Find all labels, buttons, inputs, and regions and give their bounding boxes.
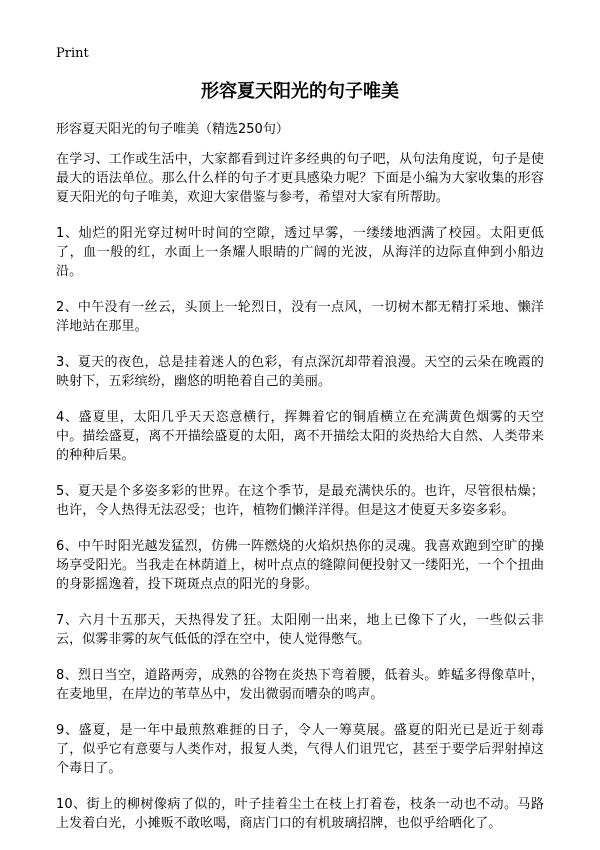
list-item: 7、六月十五那天，天热得发了狂。太阳刚一出来，地上已像下了火，一些似云非云，似雾非雾的灰气低低的浮在空中，使人觉得憋气。 (56, 613, 544, 647)
list-item: 8、烈日当空，道路两旁，成熟的谷物在炎热下弯着腰，低着头。蚱蜢多得像草叶，在麦地里，在岸边的苇草丛中，发出微弱而嘈杂的鸣声。 (56, 668, 544, 702)
list-item: 10、街上的柳树像病了似的，叶子挂着尘土在枝上打着卷，枝条一动也不动。马路上发着白光，小摊贩不敢吆喝，商店门口的有机玻璃招牌，也似乎给晒化了。 (56, 797, 544, 831)
intro-paragraph: 在学习、工作或生活中，大家都看到过许多经典的句子吧，从句法角度说，句子是使最大的语法单位。那么什么样的句子才更具感染力呢？下面是小编为大家收集的形容夏天阳光的句子唯美，欢迎大家借鉴与参考，希望对大家有所帮助。 (56, 152, 544, 205)
document-subtitle: 形容夏天阳光的句子唯美（精选250句） (56, 122, 289, 137)
list-item: 1、灿烂的阳光穿过树叶时间的空隙，透过早雾，一缕缕地洒满了校园。太阳更低了，血一般的红，水面上一条耀人眼睛的广阔的光波，从海洋的边际直伸到小船边沿。 (56, 226, 544, 279)
print-link[interactable]: Print (56, 46, 89, 61)
list-item: 5、夏天是个多姿多彩的世界。在这个季节，是最充满快乐的。也许，尽管很枯燥；也许，令人热得无法忍受；也许，植物们懒洋洋得。但是这才使夏天多姿多彩。 (56, 484, 544, 518)
list-item: 4、盛夏里，太阳几乎天天恣意横行，挥舞着它的铜盾横立在充满黄色烟雾的天空中。描绘盛夏，离不开描绘盛夏的太阳，离不开描绘太阳的炎热给大自然、人类带来的种种后果。 (56, 410, 544, 463)
page-title: 形容夏天阳光的句子唯美 (201, 81, 399, 102)
list-item: 6、中午时阳光越发猛烈，仿佛一阵燃烧的火焰炽热你的灵魂。我喜欢跑到空旷的操场享受阳光。当我走在林荫道上，树叶点点的缝隙间便投射又一缕阳光，一个个扭曲的身影摇逸着，投下斑斑点点的阳光的身影。 (56, 539, 544, 592)
article-body (56, 150, 544, 850)
list-item: 2、中午没有一丝云，头顶上一轮烈日，没有一点风，一切树木都无精打采地、懒洋洋地站在那里。 (56, 300, 544, 334)
list-item: 9、盛夏，是一年中最煎熬难捱的日子，令人一筹莫展。盛夏的阳光已是近于刻毒了，似乎它有意要与人类作对，报复人类，气得人们诅咒它，甚至于要学后羿射掉这个毒日了。 (56, 723, 544, 776)
list-item: 3、夏天的夜色，总是挂着迷人的色彩，有点深沉却带着浪漫。天空的云朵在晚霞的映射下，五彩缤纷，幽悠的明艳着自己的美丽。 (56, 355, 544, 389)
